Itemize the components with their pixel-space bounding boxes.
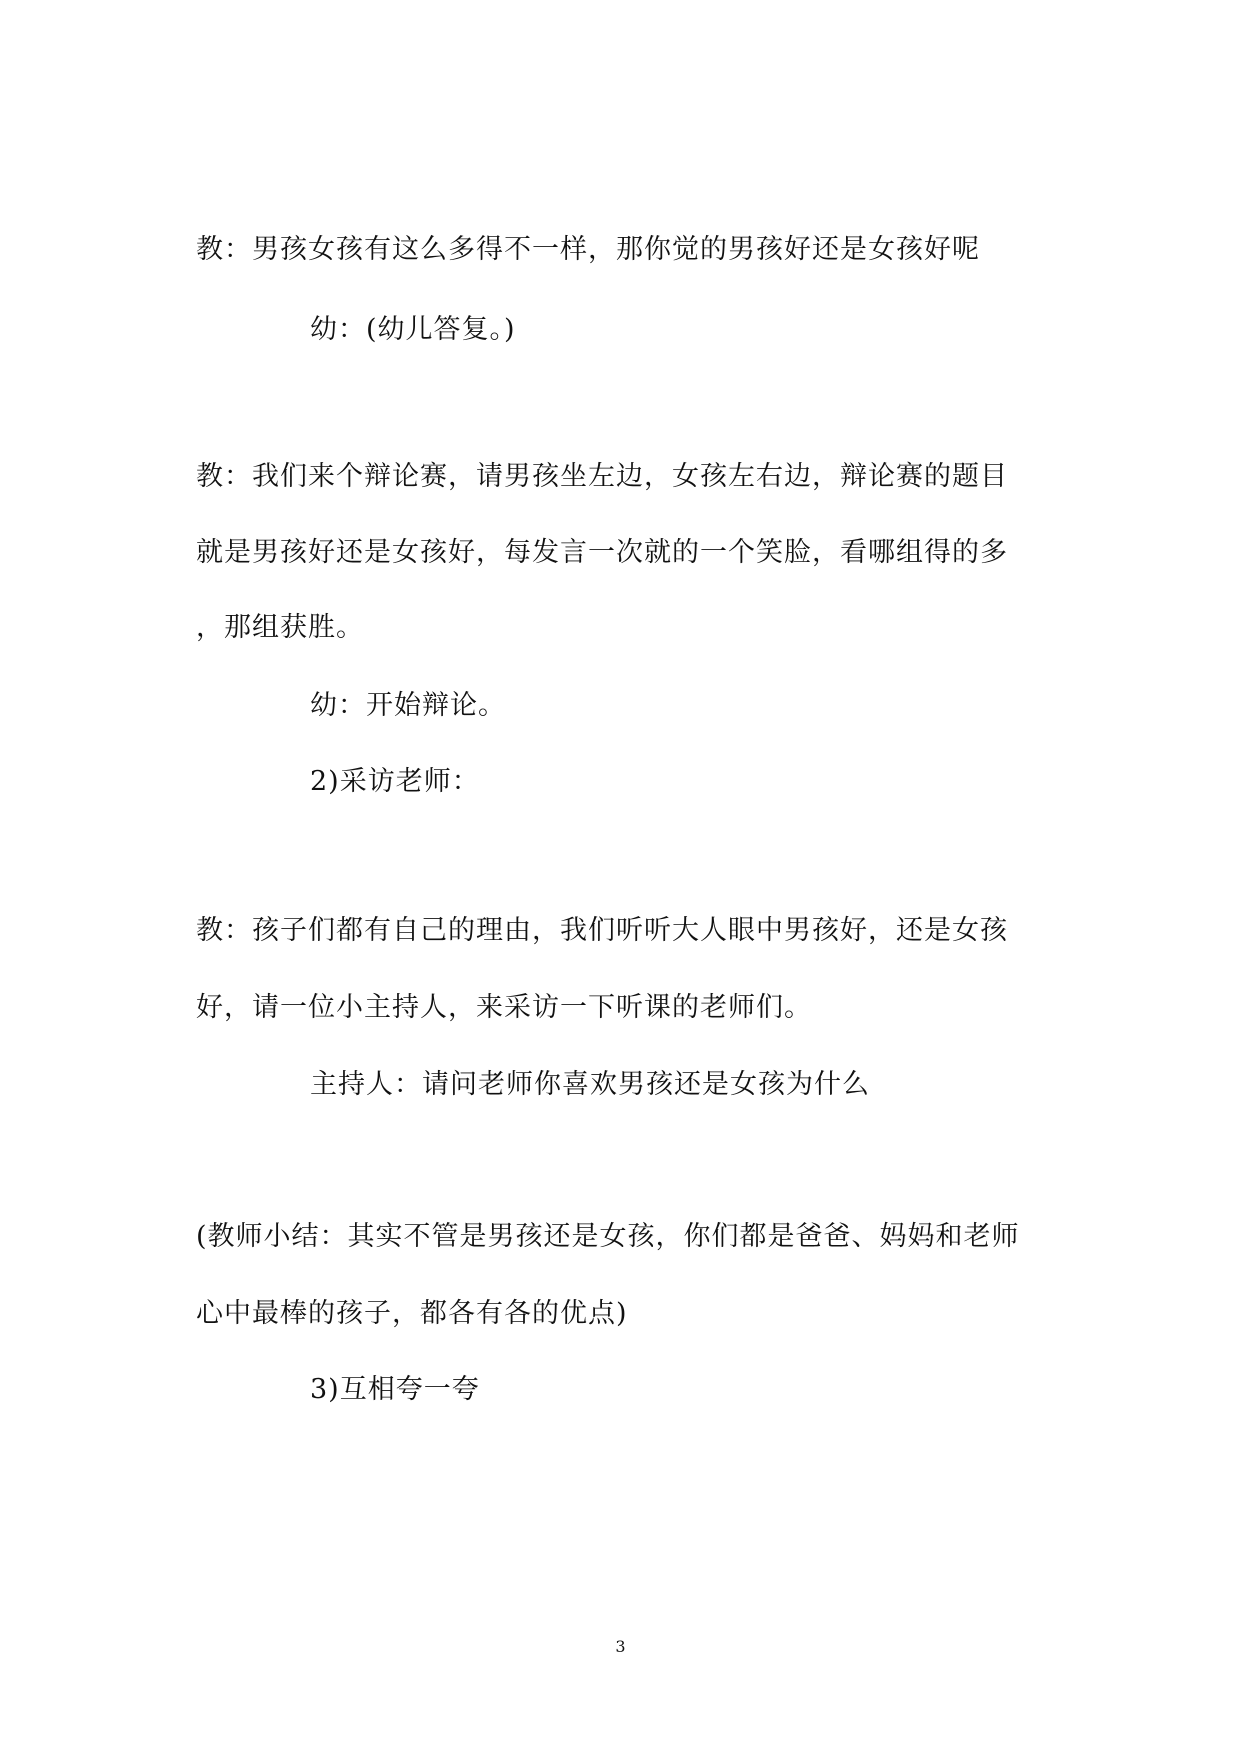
text-line: 幼：开始辩论。 (310, 690, 506, 721)
text-line: 心中最棒的孩子，都各有各的优点) (196, 1298, 628, 1329)
text-line: 教：孩子们都有自己的理由，我们听听大人眼中男孩好，还是女孩 (196, 915, 1008, 946)
text-line: 幼：(幼儿答复。) (310, 314, 516, 345)
text-line: 就是男孩好还是女孩好，每发言一次就的一个笑脸，看哪组得的多 (196, 537, 1008, 568)
text-line: 教：我们来个辩论赛，请男孩坐左边，女孩左右边，辩论赛的题目 (196, 461, 1008, 492)
text-line: (教师小结：其实不管是男孩还是女孩，你们都是爸爸、妈妈和老师 (196, 1221, 1020, 1252)
section-heading: 3)互相夸一夸 (310, 1374, 480, 1405)
page-number: 3 (615, 1637, 626, 1656)
text-line: ，那组获胜。 (196, 612, 364, 643)
text-line: 好，请一位小主持人，来采访一下听课的老师们。 (196, 992, 812, 1023)
text-line: 主持人：请问老师你喜欢男孩还是女孩为什么 (310, 1069, 870, 1100)
text-line: 教：男孩女孩有这么多得不一样，那你觉的男孩好还是女孩好呢 (196, 234, 980, 265)
section-heading: 2)采访老师： (310, 766, 480, 797)
